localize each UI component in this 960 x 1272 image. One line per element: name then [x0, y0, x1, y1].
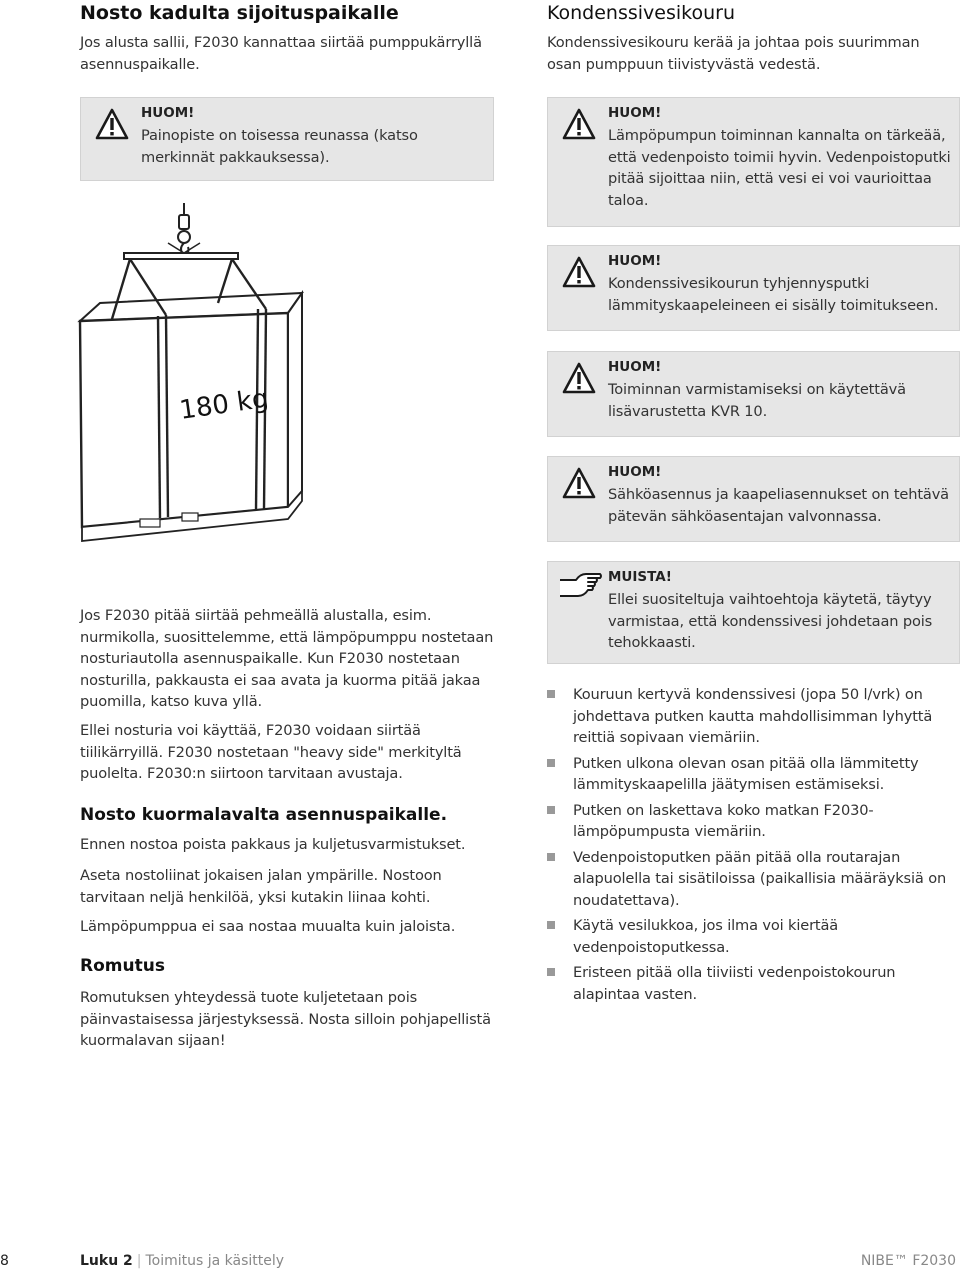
- note-title: HUOM!: [608, 105, 662, 121]
- heading-pallet-lift: Nosto kuormalavalta asennuspaikalle.: [80, 805, 448, 825]
- note-title: MUISTA!: [608, 569, 672, 585]
- pallet-lift-p3: Lämpöpumppua ei saa nostaa muualta kuin jaloista.: [80, 918, 456, 935]
- bullet-square-icon: [547, 690, 555, 698]
- list-item: Kouruun kertyvä kondenssivesi (jopa 50 l/vrk) on johdettava putken kautta mahdollisimman lyhyttä reittiä sopivaan viemäriin.: [547, 684, 960, 749]
- crane-lift-illustration: [70, 195, 310, 555]
- heading-street-lift: Nosto kadulta sijoituspaikalle: [80, 2, 399, 24]
- bullet-square-icon: [547, 759, 555, 767]
- brick-cart-paragraph: Ellei nosturia voi käyttää, F2030 voidaan siirtää tiilikärryillä. F2030 nostetaan "heavy side" merkityltä puolelta. F2030:n siirtoon tarvitaan avustaja.: [80, 722, 462, 782]
- condensate-tray-text: Kondenssivesikouru kerää ja johtaa pois suurimman osan pumppuun tiivistyvästä vedestä.: [547, 34, 920, 73]
- note-title: HUOM!: [141, 105, 195, 121]
- spreader-beam: [124, 253, 238, 259]
- chapter-breadcrumb: [80, 1253, 284, 1269]
- warning-icon: [562, 362, 596, 394]
- note-electrical: [547, 456, 960, 542]
- warning-icon: [95, 108, 129, 140]
- note-center-of-gravity: [80, 97, 494, 181]
- note-text: Toiminnan varmistamiseksi on käytettävä lisävarustetta KVR 10.: [608, 381, 906, 420]
- crane-hook-icon: [178, 203, 190, 255]
- pallet-lift-p2: Aseta nostoliinat jokaisen jalan ympärille. Nostoon tarvitaan neljä henkilöä, yksi kutakin liinaa kohti.: [80, 867, 442, 906]
- bullet-square-icon: [547, 853, 555, 861]
- street-lift-text: Jos alusta sallii, F2030 kannattaa siirtää pumppukärryllä asennuspaikalle.: [80, 34, 482, 73]
- list-item: Eristeen pitää olla tiiviisti vedenpoistokourun alapintaa vasten.: [547, 962, 960, 1005]
- note-title: HUOM!: [608, 359, 662, 375]
- list-item: Vedenpoistoputken pään pitää olla routarajan alapuolella tai sisätiloissa (paikallisia määräyksiä on noudatettava).: [547, 847, 960, 912]
- pallet-lift-p1: Ennen nostoa poista pakkaus ja kuljetusvarmistukset.: [80, 836, 466, 853]
- heading-disposal: Romutus: [80, 956, 165, 976]
- package-side: [288, 293, 302, 507]
- list-item: Käytä vesilukkoa, jos ilma voi kiertää vedenpoistoputkessa.: [547, 915, 960, 958]
- bullet-square-icon: [547, 968, 555, 976]
- warning-icon: [562, 256, 596, 288]
- list-item: Putken on laskettava koko matkan F2030-lämpöpumpusta viemäriin.: [547, 800, 960, 843]
- bullet-square-icon: [547, 806, 555, 814]
- bullet-square-icon: [547, 921, 555, 929]
- note-title: HUOM!: [608, 253, 662, 269]
- warning-icon: [562, 108, 596, 140]
- note-remember: [547, 561, 960, 664]
- note-text: Lämpöpumpun toiminnan kannalta on tärkeää, että vedenpoisto toimii hyvin. Vedenpoistoputki pitää sijoittaa niin, että vesi ei voi vaurioittaa taloa.: [608, 127, 951, 209]
- soft-ground-paragraph: Jos F2030 pitää siirtää pehmeällä alustalla, esim. nurmikolla, suosittelemme, että lämpöpumppu nostetaan nosturiautolla asennuspaikalle. Kun F2030 nostetaan nosturilla, pakkausta ei saa avata ja kuorma pitää jakaa puomilla, katso kuva yllä.: [80, 607, 494, 710]
- note-text: Kondenssivesikourun tyhjennysputki lämmityskaapeleineen ei sisälly toimitukseen.: [608, 275, 939, 314]
- separator: |: [136, 1253, 142, 1269]
- note-kvr10: [547, 351, 960, 437]
- heading-condensate-tray: Kondenssivesikouru: [547, 2, 736, 24]
- note-text: Sähköasennus ja kaapeliasennukset on tehtävä pätevän sähköasentajan valvonnassa.: [608, 486, 949, 525]
- condensate-bullet-list: [547, 684, 960, 1009]
- list-item: Putken ulkona olevan osan pitää olla lämmitetty lämmityskaapelilla jäätymisen estämiseksi.: [547, 753, 960, 796]
- note-drainage: [547, 97, 960, 227]
- brand-label: NIBE™ F2030: [860, 1253, 956, 1269]
- note-title: HUOM!: [608, 464, 662, 480]
- warning-icon: [562, 467, 596, 499]
- page-number: 8: [0, 1253, 9, 1269]
- chapter-title: Toimitus ja käsittely: [145, 1253, 285, 1269]
- disposal-text: Romutuksen yhteydessä tuote kuljetetaan pois päinvastaisessa järjestyksessä. Nosta silloin pohjapellistä kuormalavan sijaan!: [80, 989, 491, 1049]
- chapter-label: Luku 2: [80, 1253, 133, 1269]
- note-drain-pipe: [547, 245, 960, 331]
- weight-label: 180 kg: [177, 383, 271, 426]
- pointing-hand-icon: [556, 570, 602, 600]
- note-text: Painopiste on toisessa reunassa (katso merkinnät pakkauksessa).: [141, 127, 418, 166]
- note-text: Ellei suositeltuja vaihtoehtoja käytetä, täytyy varmistaa, että kondenssivesi johdetaan pois tehokkaasti.: [608, 591, 933, 651]
